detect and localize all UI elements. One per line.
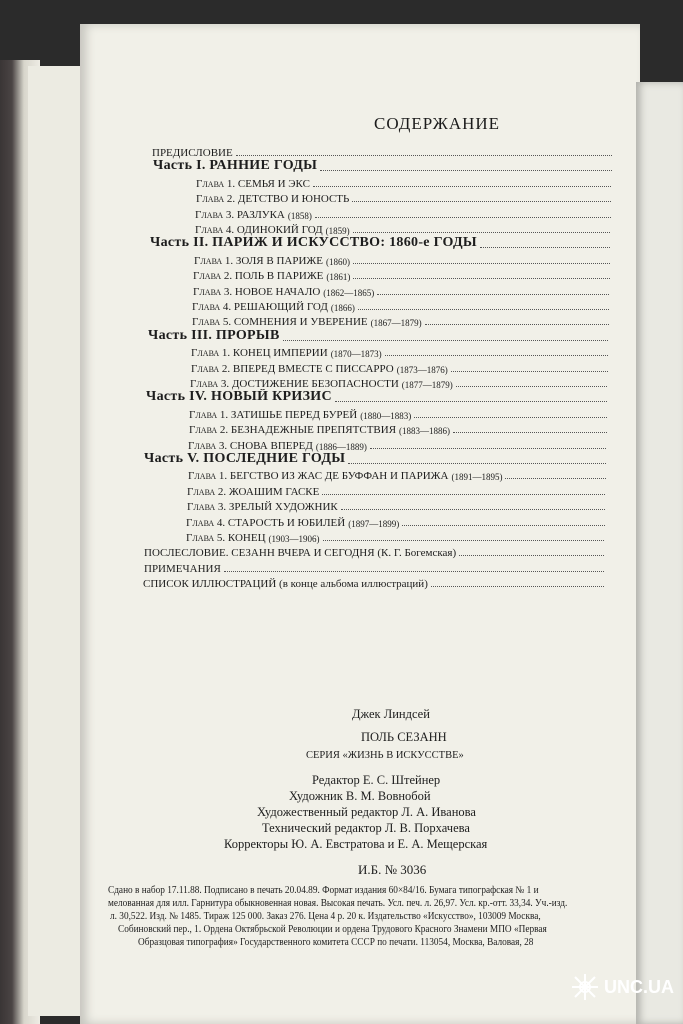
toc-chapter-entry (192, 312, 609, 328)
toc-entry-years: (1860) (326, 256, 350, 267)
toc-dot-leader (348, 462, 606, 464)
toc-entry (144, 543, 604, 559)
toc-entry-label: Глава 2. ПОЛЬ В ПАРИЖЕ (193, 270, 324, 283)
toc-entry-label: Глава 1. КОНЕЦ ИМПЕРИИ (191, 347, 328, 360)
toc-entry-years: (1891—1895) (451, 472, 503, 483)
toc-entry-years: (1880—1883) (360, 410, 412, 421)
art-editor-credit: Художественный редактор Л. А. Иванова (257, 805, 476, 819)
colophon-line: Образцовая типография» Государственного комитета СССР по печати. 113054, Москва, Валовая, 28 (138, 937, 534, 948)
tech-editor-credit: Технический редактор Л. В. Порхачева (262, 821, 470, 835)
toc-dot-leader (322, 493, 605, 495)
toc-entry-years: (1877—1879) (401, 380, 453, 390)
toc-chapter-entry (188, 436, 606, 452)
toc-entry-years: (1866) (330, 303, 355, 313)
toc-entry-years: (1861) (326, 272, 351, 283)
toc-entry-label: Глава 2. ВПЕРЕД ВМЕСТЕ С ПИССАРРО (191, 362, 394, 375)
toc-chapter-entry (191, 343, 608, 359)
ib-number: И.Б. № 3036 (358, 862, 427, 877)
toc-dot-leader (353, 277, 610, 279)
book-title: ПОЛЬ СЕЗАНН (361, 730, 447, 744)
toc-chapter-entry (195, 205, 611, 221)
toc-chapter-entry (192, 297, 609, 313)
toc-dot-leader (414, 416, 607, 418)
watermark (570, 972, 674, 1002)
toc-dot-leader (456, 385, 607, 387)
toc-entry-label: Глава 2. ЖОАШИМ ГАСКЕ (187, 485, 320, 498)
editor-credit: Редактор Е. С. Штейнер (312, 773, 441, 787)
toc-entry-label: Глава 4. ОДИНОКИЙ ГОД (195, 224, 323, 236)
toc-entry-label: Глава 3. ЗРЕЛЫЙ ХУДОЖНИК (187, 501, 338, 514)
toc-entry-label: Часть IV. НОВЫЙ КРИЗИС (146, 389, 332, 405)
toc-entry (143, 574, 604, 590)
toc-entry-label: Часть I. РАННИЕ ГОДЫ (153, 158, 318, 174)
toc-entry-years: (1883—1886) (399, 426, 451, 437)
snowflake-icon (570, 972, 600, 1002)
series-name: СЕРИЯ «ЖИЗНЬ В ИСКУССТВЕ» (306, 750, 464, 761)
toc-chapter-entry (194, 251, 610, 267)
toc-entry-years: (1862—1865) (323, 287, 375, 298)
toc-dot-leader (315, 216, 611, 218)
toc-entry-label: Глава 1. БЕГСТВО ИЗ ЖАС ДЕ БУФФАН И ПАРИЖА (188, 470, 449, 483)
toc-dot-leader (377, 293, 609, 295)
toc-chapter-entry (190, 374, 607, 390)
toc-entry-label: Часть II. ПАРИЖ И ИСКУССТВО: 1860-е ГОДЫ (150, 235, 477, 251)
toc-part-heading (148, 328, 608, 344)
toc-chapter-entry (193, 266, 610, 282)
toc-dot-leader (505, 477, 606, 479)
toc-chapter-entry (189, 420, 607, 436)
toc-chapter-entry (188, 466, 606, 482)
toc-entry-years: (1873—1876) (396, 364, 448, 375)
toc-chapter-entry (195, 220, 610, 236)
toc-chapter-entry (187, 497, 605, 513)
toc-dot-leader (370, 447, 606, 449)
toc-dot-leader (453, 431, 607, 433)
toc-chapter-entry (189, 405, 607, 421)
toc-entry-years: (1858) (287, 210, 312, 221)
toc-dot-leader (341, 508, 605, 510)
toc-entry-years: (1867—1879) (370, 318, 422, 329)
toc-dot-leader (283, 339, 608, 341)
toc-chapter-entry (186, 528, 604, 544)
toc-dot-leader (353, 262, 610, 264)
toc-dot-leader (224, 570, 604, 572)
toc-entry-label: ПРЕДИСЛОВИЕ (152, 147, 233, 159)
proofreaders-credit: Корректоры Ю. А. Евстратова и Е. А. Мещерская (224, 837, 488, 851)
toc-entry-years: (1897—1899) (348, 518, 400, 529)
toc-chapter-entry (193, 282, 609, 298)
toc-entry-label: Глава 3. ДОСТИЖЕНИЕ БЕЗОПАСНОСТИ (190, 378, 399, 390)
toc-entry-label: Глава 4. РЕШАЮЩИЙ ГОД (192, 301, 328, 313)
toc-dot-leader (480, 246, 610, 248)
toc-entry-label: Часть III. ПРОРЫВ (148, 327, 280, 343)
toc-dot-leader (431, 585, 604, 587)
toc-entry (152, 143, 612, 159)
author-name: Джек Линдсей (352, 707, 430, 721)
toc-dot-leader (320, 169, 612, 171)
toc-dot-leader (425, 323, 609, 325)
toc-part-heading (150, 235, 610, 251)
toc-entry (144, 559, 604, 575)
toc-entry-label: Глава 3. СНОВА ВПЕРЕД (188, 439, 313, 452)
toc-entry-years: (1886—1889) (315, 441, 367, 452)
toc-entry-label: Глава 4. СТАРОСТЬ И ЮБИЛЕЙ (186, 516, 346, 529)
toc-entry-years: (1859) (325, 226, 350, 236)
toc-chapter-entry (196, 174, 611, 190)
toc-dot-leader (358, 308, 609, 310)
toc-entry-label: Глава 1. ЗОЛЯ В ПАРИЖЕ (194, 254, 323, 267)
toc-dot-leader (352, 200, 611, 202)
toc-dot-leader (451, 370, 608, 372)
toc-entry-label: Глава 2. БЕЗНАДЕЖНЫЕ ПРЕПЯТСТВИЯ (189, 424, 397, 437)
colophon-line: Собиновский пер., 1. Ордена Октябрьской Революции и ордена Трудового Красного Знамени МПО «Первая (118, 924, 547, 935)
toc-chapter-entry (191, 359, 608, 375)
toc-dot-leader (335, 400, 607, 402)
colophon-line: Сдано в набор 17.11.88. Подписано в печать 20.04.89. Формат издания 60×84/16. Бумага типографская № 1 и (108, 885, 539, 896)
toc-dot-leader (353, 231, 610, 233)
toc-entry-label: Часть V. ПОСЛЕДНИЕ ГОДЫ (144, 451, 346, 466)
toc-chapter-entry (187, 482, 605, 498)
toc-chapter-entry (186, 513, 605, 529)
toc-part-heading (144, 451, 606, 467)
toc-entry-label: СПИСОК ИЛЛЮСТРАЦИЙ (в конце альбома иллюстраций) (143, 578, 428, 591)
toc-entry-label: Глава 1. ЗАТИШЬЕ ПЕРЕД БУРЕЙ (189, 408, 358, 421)
toc-dot-leader (459, 554, 604, 556)
facing-page (636, 82, 683, 1024)
toc-part-heading (146, 389, 607, 405)
toc-entry-label: Глава 3. НОВОЕ НАЧАЛО (193, 285, 321, 298)
toc-part-heading (153, 158, 612, 174)
toc-entry-label: Глава 5. КОНЕЦ (186, 532, 266, 544)
toc-dot-leader (402, 524, 605, 526)
watermark-text: UNC.UA (604, 976, 674, 997)
toc-chapter-entry (196, 189, 611, 205)
toc-title: СОДЕРЖАНИЕ (374, 114, 501, 133)
toc-dot-leader (323, 539, 604, 541)
toc-entry-years: (1870—1873) (330, 349, 382, 360)
toc-entry-label: Глава 3. РАЗЛУКА (195, 208, 285, 221)
toc-entry-years: (1903—1906) (268, 534, 320, 544)
toc-entry-label: ПРИМЕЧАНИЯ (144, 562, 221, 575)
toc-entry-label: ПОСЛЕСЛОВИЕ. СЕЗАНН ВЧЕРА И СЕГОДНЯ (К. Г. Богемская) (144, 547, 457, 560)
toc-dot-leader (236, 154, 612, 156)
toc-dot-leader (313, 185, 611, 187)
toc-entry-label: Глава 2. ДЕТСТВО И ЮНОСТЬ (196, 193, 350, 206)
toc-entry-label: Глава 1. СЕМЬЯ И ЭКС (196, 177, 310, 190)
colophon-line: л. 30,522. Изд. № 1485. Тираж 125 000. Заказ 276. Цена 4 р. 20 к. Издательство «Искусство», 103009 Москва, (110, 911, 541, 922)
artist-credit: Художник В. М. Вовнобой (289, 789, 431, 803)
toc-dot-leader (385, 354, 608, 356)
toc-entry-label: Глава 5. СОМНЕНИЯ И УВЕРЕНИЕ (192, 316, 368, 329)
colophon-line: мелованная для илл. Гарнитура обыкновенная новая. Высокая печать. Усл. печ. л. 26,97. Усл. кр.-отт. 33,34. Уч.-изд. (108, 898, 568, 909)
